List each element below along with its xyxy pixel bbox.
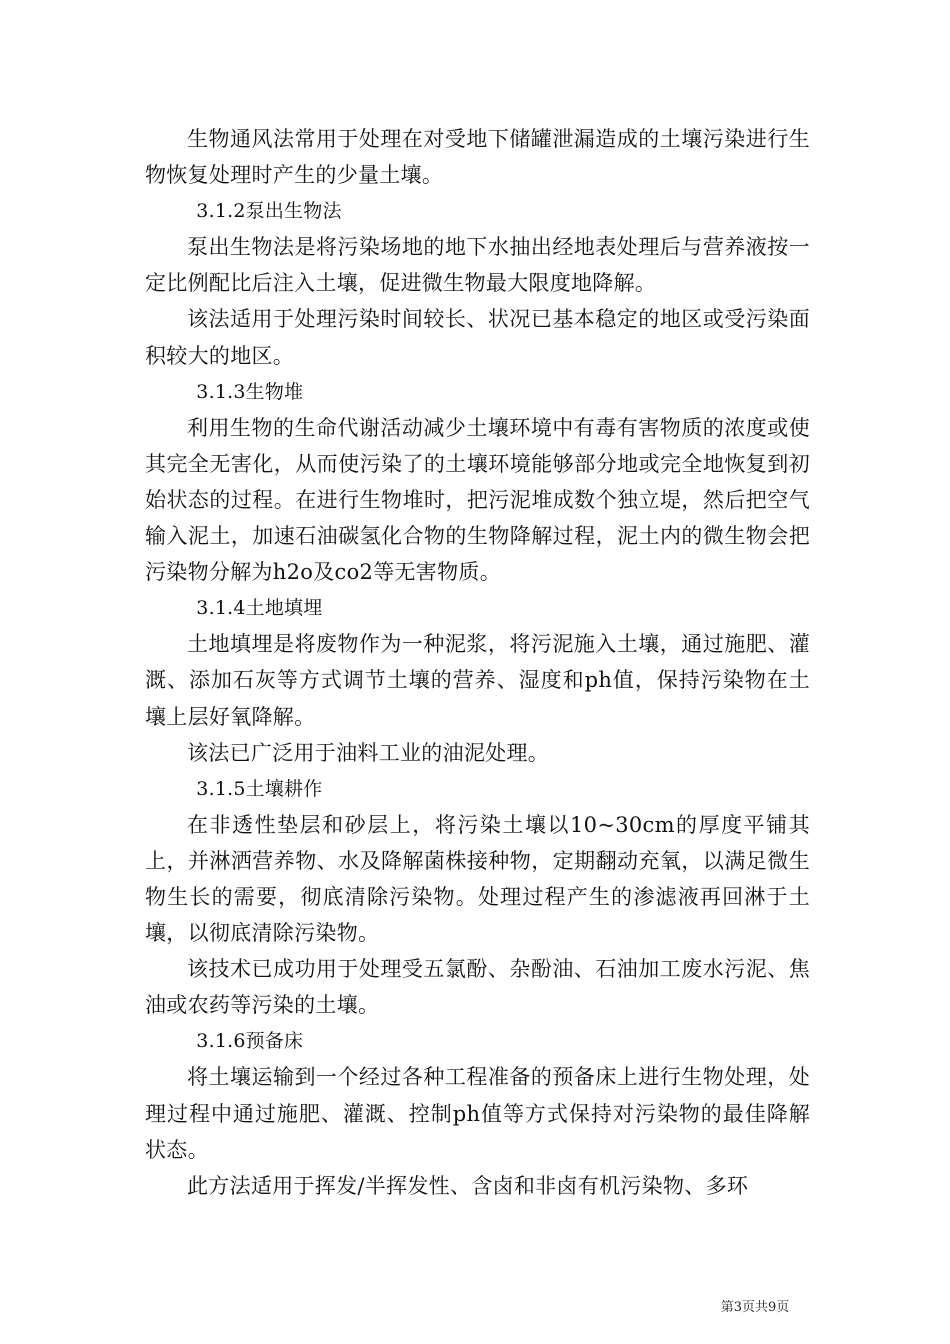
section-heading: 3.1.2泵出生物法 [196, 200, 342, 223]
section-heading: 3.1.6预备床 [196, 1030, 304, 1053]
section-heading: 3.1.4土地填埋 [196, 597, 323, 620]
paragraph: 土地填埋是将废物作为一种泥浆，将污泥施入土壤，通过施肥、灌溉、添加石灰等方式调节土壤的营养、湿度和ph值，保持污染物在土壤上层好氧降解。 [145, 632, 810, 729]
paragraph: 该技术已成功用于处理受五氯酚、杂酚油、石油加工废水污泥、焦油或农药等污染的土壤。 [145, 957, 810, 1018]
paragraph: 将土壤运输到一个经过各种工程准备的预备床上进行生物处理，处理过程中通过施肥、灌溉、控制ph值等方式保持对污染物的最佳降解状态。 [145, 1065, 810, 1162]
paragraph: 泵出生物法是将污染场地的地下水抽出经地表处理后与营养液按一定比例配比后注入土壤，促进微生物最大限度地降解。 [145, 235, 810, 296]
paragraph: 在非透性垫层和砂层上，将污染土壤以10~30cm的厚度平铺其上，并淋洒营养物、水及降解菌株接种物，定期翻动充氧，以满足微生物生长的需要，彻底清除污染物。处理过程产生的渗滤液再回淋于土壤，以彻底清除污染物。 [145, 812, 810, 946]
paragraph: 此方法适用于挥发/半挥发性、含卤和非卤有机污染物、多环 [187, 1173, 749, 1198]
paragraph: 生物通风法常用于处理在对受地下储罐泄漏造成的土壤污染进行生物恢复处理时产生的少量土壤。 [145, 127, 810, 188]
paragraph: 该法适用于处理污染时间较长、状况已基本稳定的地区或受污染面积较大的地区。 [145, 307, 810, 368]
page-number-footer: 第3页共9页 [720, 1300, 790, 1315]
paragraph: 利用生物的生命代谢活动减少土壤环境中有毒有害物质的浓度或使其完全无害化，从而使污染了的土壤环境能够部分地或完全地恢复到初始状态的过程。在进行生物堆时，把污泥堆成数个独立堤，然后把空气输入泥土，加速石油碳氢化合物的生物降解过程，泥土内的微生物会把污染物分解为h2o及co2等无害物质。 [145, 415, 810, 585]
section-heading: 3.1.5土壤耕作 [196, 777, 323, 800]
section-heading: 3.1.3生物堆 [196, 380, 304, 403]
document-body [145, 121, 810, 1204]
paragraph: 该法已广泛用于油料工业的油泥处理。 [187, 740, 550, 765]
